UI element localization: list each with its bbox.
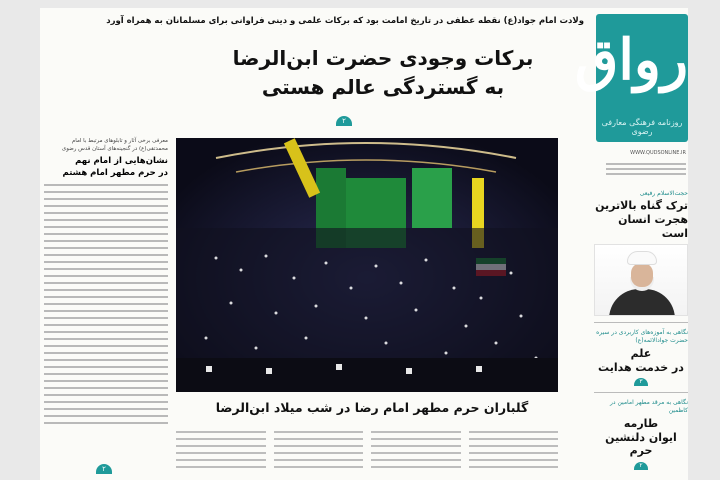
right-item-2-title[interactable] bbox=[594, 347, 688, 375]
headline-line-2: به گستردگی عالم هستی bbox=[261, 75, 505, 99]
date-lines bbox=[596, 160, 686, 178]
right-item-2-title-line2: در خدمت هدایت bbox=[598, 360, 684, 374]
left-headline-line2: در حرم مطهر امام هشتم bbox=[62, 167, 168, 178]
left-headline[interactable] bbox=[44, 156, 168, 179]
masthead bbox=[574, 14, 688, 142]
left-column bbox=[44, 138, 168, 474]
headline-line-1: برکات وجودی حضرت ابن‌الرضا bbox=[232, 46, 534, 70]
left-headline-line1: نشان‌هایی از امام نهم bbox=[75, 156, 168, 167]
website-url[interactable]: WWW.QUDSONLINE.IR bbox=[630, 150, 686, 156]
right-item-1-title-line2: هجرت انسان است bbox=[618, 212, 688, 240]
right-item-1-title-line1: ترک گناه بالاترین bbox=[595, 199, 688, 212]
right-item-3-kicker: نگاهی به مرقد مطهر امامین در کاظمین bbox=[609, 399, 688, 415]
newspaper-page bbox=[40, 8, 688, 480]
masthead-logo: رواق bbox=[574, 27, 688, 93]
page-number-badge: ۳ bbox=[634, 378, 648, 386]
photo-caption[interactable]: گلباران حرم مطهر امام رضا در شب میلاد ابن‌الرضا bbox=[215, 400, 529, 415]
right-item-1-kicker: حجت‌الاسلام رفیعی bbox=[639, 190, 688, 197]
cleric-portrait bbox=[594, 244, 688, 316]
left-body-text bbox=[44, 184, 168, 424]
left-kicker: معرفی برخی آثار و تابلوهای مرتبط با امام محمدتقی(ع) در گنجینه‌های آستان قدس رضوی bbox=[61, 138, 168, 152]
right-column bbox=[594, 190, 688, 480]
right-item-3-title-line2: ایوان دلنشین حرم bbox=[605, 430, 677, 458]
page-number-badge: ۲ bbox=[336, 116, 352, 126]
right-item-3-title[interactable] bbox=[594, 417, 688, 458]
top-kicker: ولادت امام جواد(ع) نقطه عطفی در تاریخ امامت بود که برکات علمی و دینی فراوانی برای مسلمانان به همراه آورد bbox=[106, 16, 584, 26]
main-headline[interactable] bbox=[198, 44, 568, 102]
right-item-1-title[interactable] bbox=[594, 199, 688, 240]
divider bbox=[594, 392, 688, 393]
right-item-2-kicker: نگاهی به آموزه‌های کاربردی در سیره حضرت جوادالائمه(ع) bbox=[596, 329, 688, 345]
article-body bbox=[176, 426, 558, 474]
page-number-badge: ۲ bbox=[96, 464, 112, 474]
right-item-2-title-line1: علم bbox=[630, 346, 652, 360]
page-number-badge: ۲ bbox=[634, 462, 648, 470]
right-item-3-title-line1: طارمه bbox=[623, 416, 659, 430]
divider bbox=[594, 322, 688, 323]
masthead-subtitle: روزنامه فرهنگی معارفی رضوی bbox=[601, 118, 683, 136]
main-photo bbox=[176, 138, 558, 392]
